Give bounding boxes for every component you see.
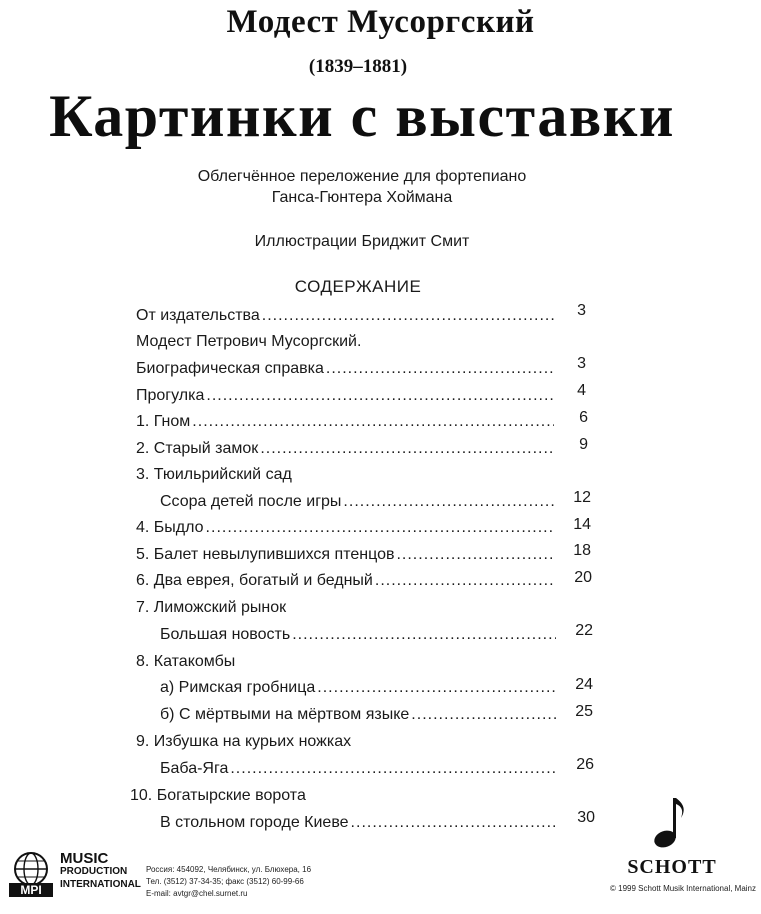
toc-entry	[160, 493, 554, 511]
toc-entry	[136, 546, 554, 564]
toc-page-number: 22	[575, 622, 593, 639]
toc-entry	[136, 307, 554, 325]
toc-entry	[136, 333, 363, 351]
toc-page-number: 4	[577, 382, 586, 399]
toc-entry-title: Ссора детей после игры	[160, 493, 342, 510]
arrangement-line-1: Облегчённое переложение для фортепиано	[197, 168, 527, 185]
toc-page-number: 14	[573, 516, 591, 533]
toc-entry-title: Большая новость	[160, 626, 291, 643]
arrangement-line-2: Ганса-Гюнтера Хоймана	[271, 189, 453, 206]
toc-page-number: 6	[579, 409, 588, 426]
toc-page-number: 3	[577, 302, 586, 319]
toc-entry-title: 7. Лиможский рынок	[136, 599, 287, 616]
address-line-3: E-mail: avtgr@chel.surnet.ru	[146, 889, 248, 898]
toc-leader-dots	[262, 307, 554, 325]
toc-leader-dots	[326, 360, 554, 378]
toc-entry-title: а) Римская гробница	[160, 679, 316, 696]
toc-entry-title: 9. Избушка на курьих ножках	[136, 733, 352, 750]
toc-leader-dots	[351, 814, 558, 832]
toc-leader-dots	[317, 679, 556, 697]
toc-entry	[136, 599, 288, 617]
contents-heading: СОДЕРЖАНИЕ	[294, 277, 422, 296]
toc-page-number: 9	[579, 436, 588, 453]
mpi-logo-letters: MPI	[20, 883, 42, 897]
toc-entry-title: 3. Тюильрийский сад	[136, 466, 292, 483]
toc-leader-dots	[260, 440, 554, 458]
toc-leader-dots	[411, 706, 556, 724]
toc-page-number: 18	[573, 542, 591, 559]
mpi-logo-icon	[8, 850, 54, 898]
toc-leader-dots	[292, 626, 556, 644]
toc-entry-title: В стольном городе Киеве	[160, 814, 349, 831]
toc-leader-dots	[375, 572, 554, 590]
toc-leader-dots	[396, 546, 554, 564]
toc-page-number: 12	[573, 489, 591, 506]
toc-entry	[136, 733, 353, 751]
toc-entry-title: 5. Балет невылупившихся птенцов	[136, 546, 395, 563]
toc-entry-title: Биографическая справка	[136, 360, 324, 377]
mpi-line-3: INTERNATIONAL	[60, 879, 141, 890]
mpi-brand	[60, 852, 141, 891]
toc-entry-title: Прогулка	[136, 387, 205, 404]
toc-entry	[160, 706, 556, 724]
toc-entry	[160, 814, 558, 832]
toc-entry	[136, 360, 554, 378]
toc-page-number: 24	[575, 676, 593, 693]
toc-entry	[136, 572, 554, 590]
toc-page-number: 20	[574, 569, 592, 586]
toc-entry	[160, 679, 556, 697]
composer-years: (1839–1881)	[308, 56, 408, 77]
toc-entry	[130, 787, 308, 805]
toc-entry-title: 10. Богатырские ворота	[130, 787, 306, 804]
schott-note-icon	[648, 792, 698, 852]
toc-entry-title: б) С мёртвыми на мёртвом языке	[160, 706, 410, 723]
toc-entry	[136, 519, 554, 537]
composer-name: Модест Мусоргский	[226, 4, 535, 40]
toc-leader-dots	[206, 387, 554, 405]
toc-entry-title: Модест Петрович Мусоргский.	[136, 333, 362, 350]
toc-page-number: 25	[575, 703, 593, 720]
mpi-line-1: MUSIC	[60, 850, 109, 867]
toc-page-number: 30	[577, 809, 595, 826]
toc-entry	[136, 653, 237, 671]
toc-entry-title: 1. Гном	[136, 413, 191, 430]
toc-entry	[160, 626, 556, 644]
toc-leader-dots	[230, 760, 558, 778]
schott-logo-text: SCHOTT	[627, 856, 717, 878]
toc-entry-title: 4. Быдло	[136, 519, 204, 536]
mpi-line-2: PRODUCTION	[60, 866, 128, 877]
toc-leader-dots	[192, 413, 554, 431]
toc-page-number: 3	[577, 355, 586, 372]
publisher-address	[146, 864, 311, 900]
toc-entry-title: Баба-Яга	[160, 760, 229, 777]
toc-entry	[160, 760, 558, 778]
toc-leader-dots	[206, 519, 554, 537]
toc-entry-title: 8. Катакомбы	[136, 653, 236, 670]
copyright-notice: © 1999 Schott Musik International, Mainz	[610, 884, 756, 893]
toc-entry	[136, 413, 554, 431]
address-line-1: Россия: 454092, Челябинск, ул. Блюхера, 16	[146, 865, 312, 874]
illustrations-credit: Иллюстрации Бриджит Смит	[254, 233, 470, 250]
toc-entry	[136, 387, 554, 405]
toc-entry	[136, 440, 554, 458]
toc-leader-dots	[343, 493, 554, 511]
toc-page-number: 26	[576, 756, 594, 773]
toc-entry	[136, 466, 294, 484]
toc-entry-title: 6. Два еврея, богатый и бедный	[136, 572, 373, 589]
address-line-2: Тел. (3512) 37-34-35; факс (3512) 60-99-66	[146, 877, 304, 886]
work-title: Картинки с выставки	[49, 83, 675, 149]
toc-entry-title: От издательства	[136, 307, 260, 324]
toc-entry-title: 2. Старый замок	[136, 440, 259, 457]
